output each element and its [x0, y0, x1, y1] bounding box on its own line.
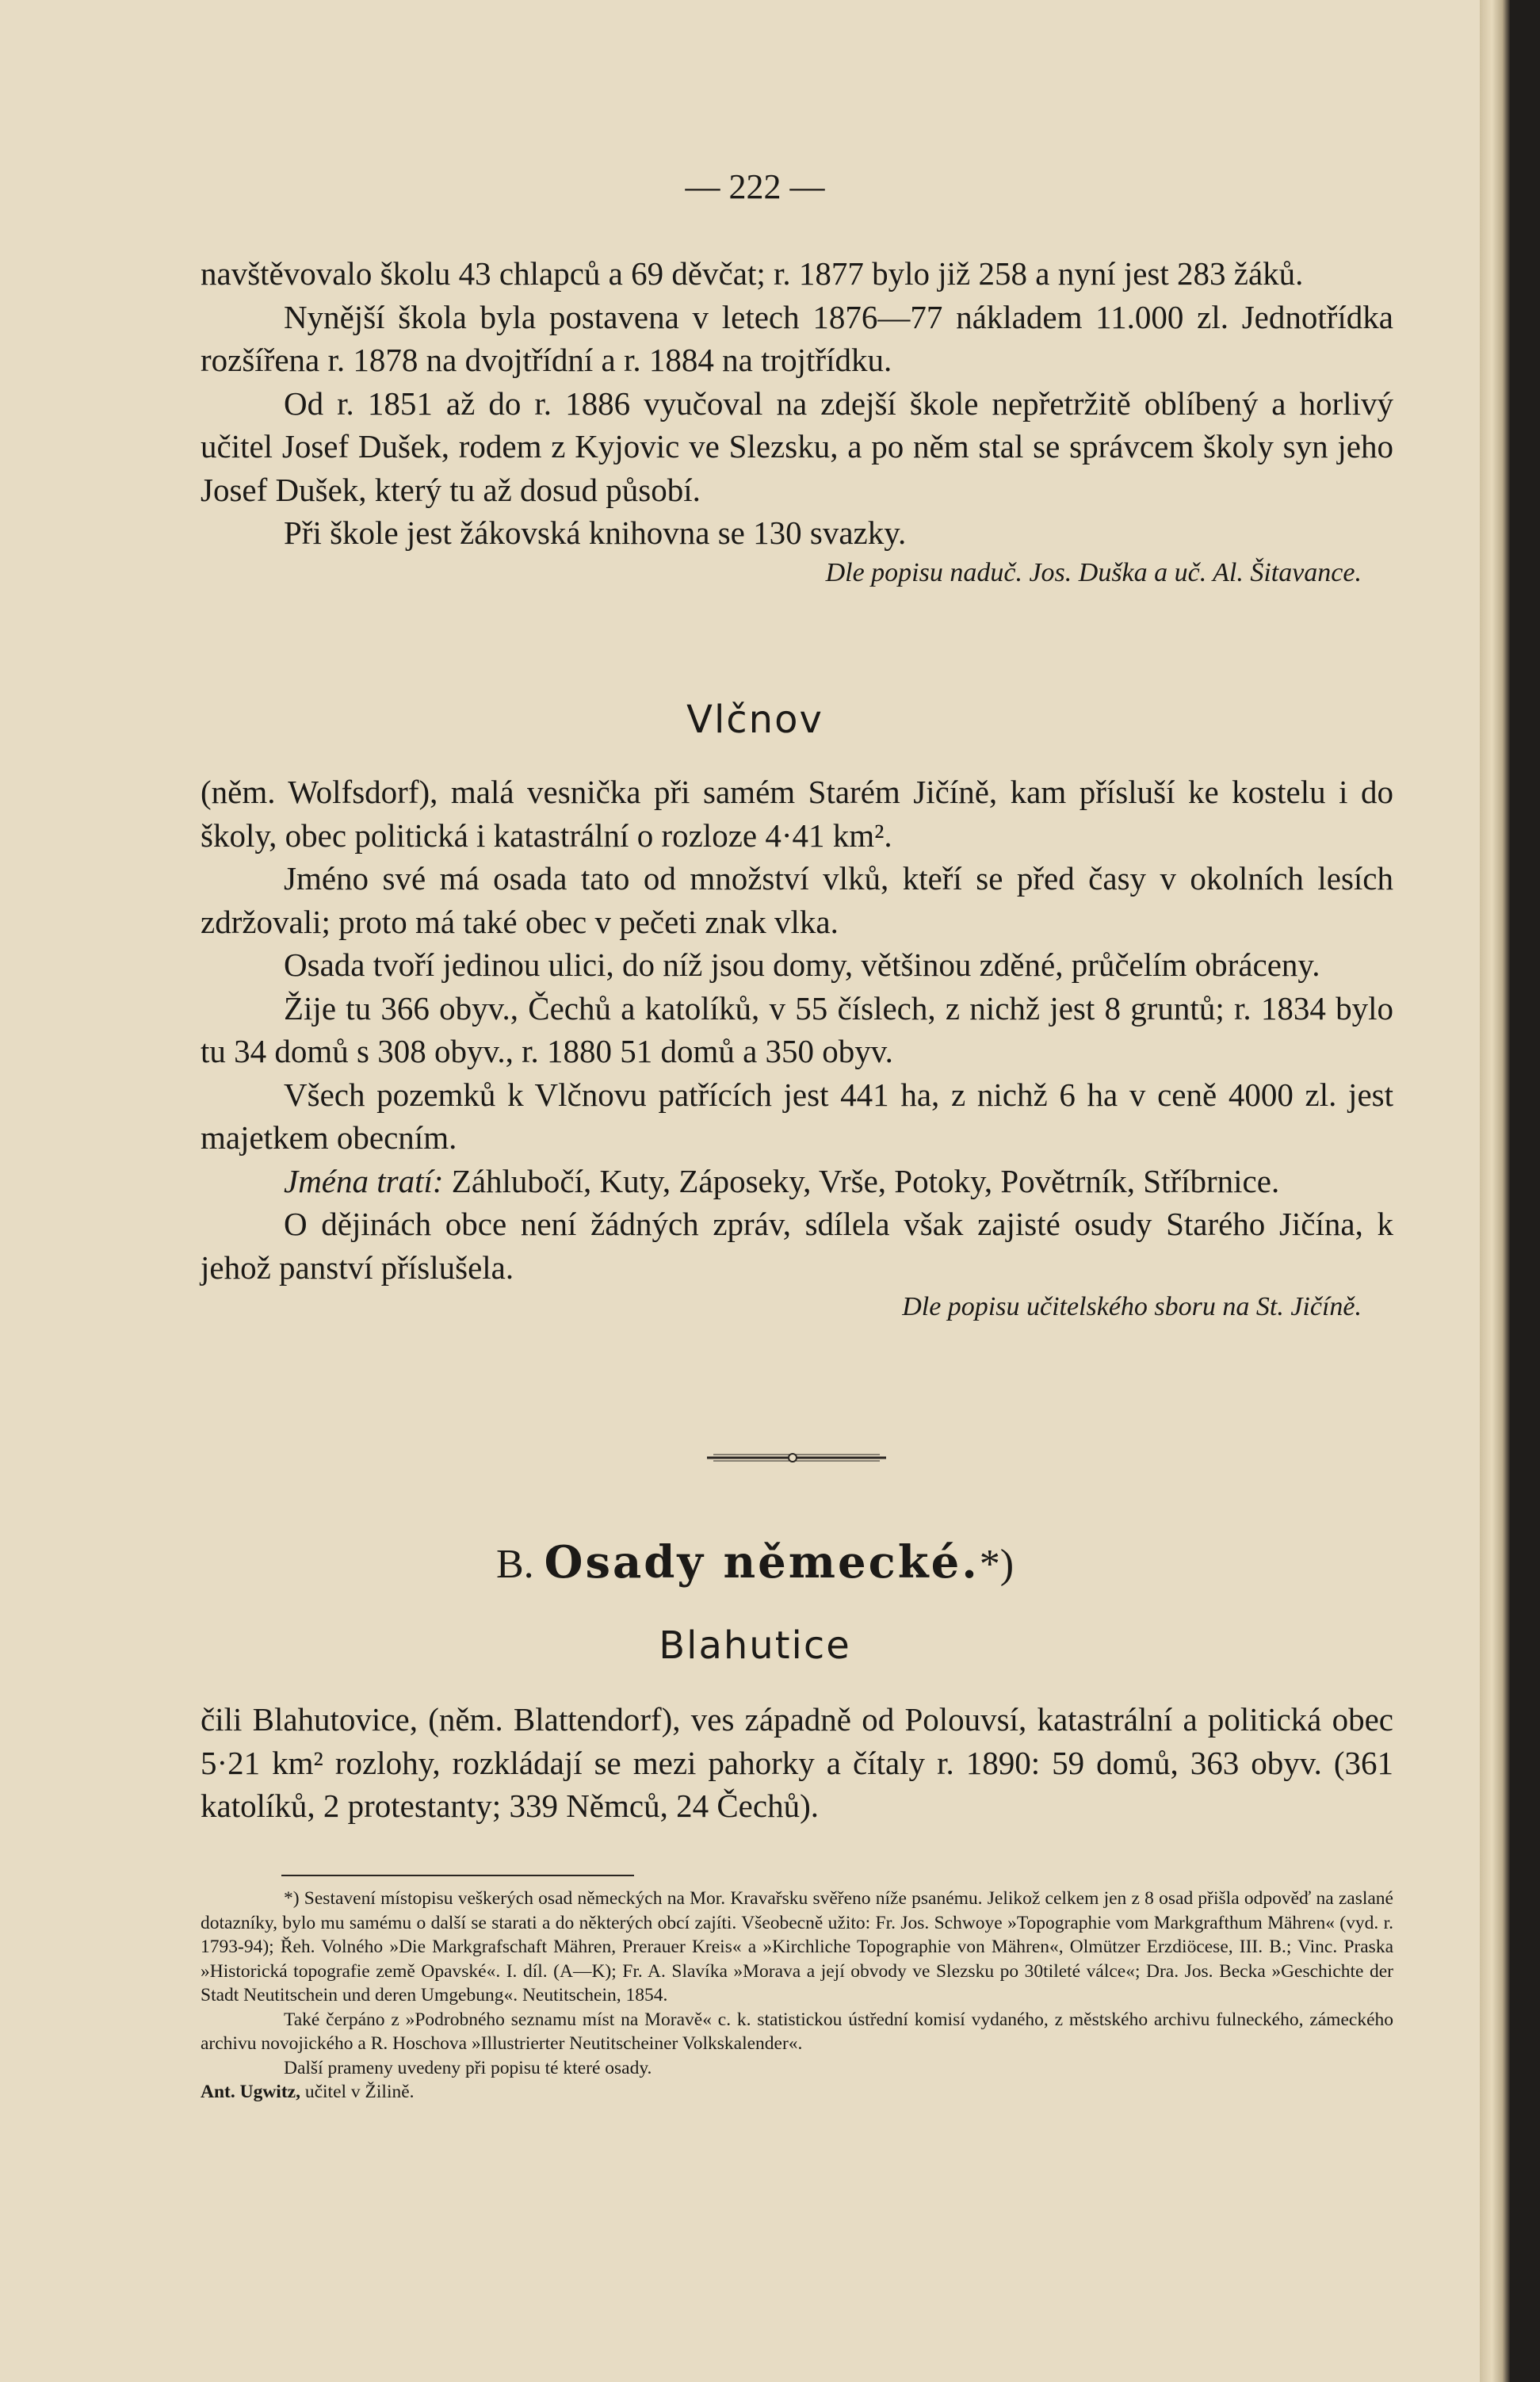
paragraph: O dějinách obce není žádných zpráv, sdílela však zajisté osudy Starého Jičína, k jehož panství příslušela. — [201, 1206, 1393, 1286]
source-note: Dle popisu učitelského sboru na St. Jičíně. — [902, 1292, 1362, 1321]
sitavance-text — [201, 252, 1393, 591]
paragraph: čili Blahutovice, (něm. Blattendorf), ves západně od Polouvsí, katastrální a politická obec 5·21 km² rozlohy, rozkládají se mezi pahorky a čítaly r. 1890: 59 domů, 363 obyv. (361 katolíků, 2 protestanty; 339 Němců, 24 Čechů). — [201, 1701, 1393, 1824]
footnote — [201, 1887, 1393, 2105]
paragraph — [201, 1160, 1393, 1203]
paragraph: navštěvovalo školu 43 chlapců a 69 děvčat; r. 1877 bylo již 258 a nyní jest 283 žáků. — [201, 255, 1304, 292]
footnote-paragraph: Také čerpáno z »Podrobného seznamu míst na Moravě« c. k. statistickou ústřední komisí vydaného, z městského archivu fulneckého, zámeckého archivu novojického a R. Hoschova »Illustrierter Neutitscheiner Volkskalender«. — [201, 2009, 1393, 2054]
footnote-rule — [281, 1875, 634, 1876]
vlcnov-text — [201, 770, 1393, 1325]
book-spine-edge — [1480, 0, 1510, 2382]
paragraph: Od r. 1851 až do r. 1886 vyučoval na zdejší škole nepřetržitě oblíbený a horlivý učitel Josef Dušek, rodem z Kyjovic ve Slezsku, a po něm stal se správcem školy syn jeho Josef Dušek, který tu až dosud působí. — [201, 384, 1393, 508]
section-heading-blahutice: Blahutice — [659, 1623, 851, 1668]
trat-names: Záhlubočí, Kuty, Záposeky, Vrše, Potoky, Povětrník, Stříbrnice. — [451, 1162, 1280, 1199]
footnote-paragraph: Další prameny uvedeny při popisu té které osady. — [284, 2057, 652, 2078]
paragraph: Nynější škola byla postavena v letech 1876—77 nákladem 11.000 zl. Jednotřídka rozšířena r. 1878 na dvojtřídní a r. 1884 na trojtřídku. — [201, 298, 1393, 378]
source-note: Dle popisu naduč. Jos. Duška a uč. Al. Šitavance. — [825, 557, 1362, 587]
footnote-signature — [201, 2080, 1393, 2105]
page-number: — 222 — — [685, 167, 825, 206]
trat-label: Jména tratí: — [284, 1162, 444, 1199]
paragraph: Jméno své má osada tato od množství vlků, kteří se před časy v okolních lesích zdržovali; proto má také obec v pečeti znak vlka. — [201, 860, 1393, 940]
divider-ornament — [705, 1452, 888, 1463]
paragraph: (něm. Wolfsdorf), malá vesnička při samém Starém Jičíně, kam přísluší ke kostelu i do školy, obec politická i katastrální o rozloze 4·41 km². — [201, 774, 1393, 854]
section-title — [0, 1536, 1510, 1589]
section-title-text: Osady německé. — [544, 1536, 980, 1589]
paragraph: Všech pozemků k Vlčnovu patřících jest 441 ha, z nichž 6 ha v ceně 4000 zl. jest majetkem obecním. — [201, 1076, 1393, 1156]
blahutice-text — [201, 1698, 1393, 1828]
footnote-paragraph: *) Sestavení místopisu veškerých osad německých na Mor. Kravařsku svěřeno níže psanému. Jelikož celkem jen z 8 osad přišla odpověď na zaslané dotazníky, bylo mu samému o další se starati a do některých obcí zajíti. Všeobecně užito: Fr. Jos. Schwoye »Topographie vom Markgrafthum Mähren« (vyd. r. 1793-94); Řeh. Volného »Die Markgrafschaft Mähren, Prerauer Kreis« a »Kirchliche Topographie von Mähren«, Olmützer Erzdiöcese, III. B.; Vinc. Praska »Historická topografie země Opavské«. I. díl. (A—K); Fr. A. Slavíka »Morava a její obvody ve Slezsku po 30tileté válce«; Dra. Jos. Becka »Geschichte der Stadt Neutitschein und deren Umgebung«. Neutitschein, 1854. — [201, 1888, 1393, 2005]
section-prefix: B. — [495, 1542, 534, 1587]
section-heading-vlcnov: Vlčnov — [686, 698, 823, 742]
paragraph: Osada tvoří jedinou ulici, do níž jsou domy, většinou zděné, průčelím obráceny. — [284, 946, 1320, 983]
signature-name: Ant. Ugwitz, — [201, 2082, 300, 2102]
signature-role: učitel v Žilině. — [304, 2082, 415, 2102]
footnote-marker: *) — [979, 1542, 1015, 1587]
paragraph: Žije tu 366 obyv., Čechů a katolíků, v 55 číslech, z nichž jest 8 gruntů; r. 1834 bylo tu 34 domů s 308 obyv., r. 1880 51 domů a 350 obyv. — [201, 989, 1393, 1069]
paragraph: Při škole jest žákovská knihovna se 130 svazky. — [284, 514, 907, 551]
